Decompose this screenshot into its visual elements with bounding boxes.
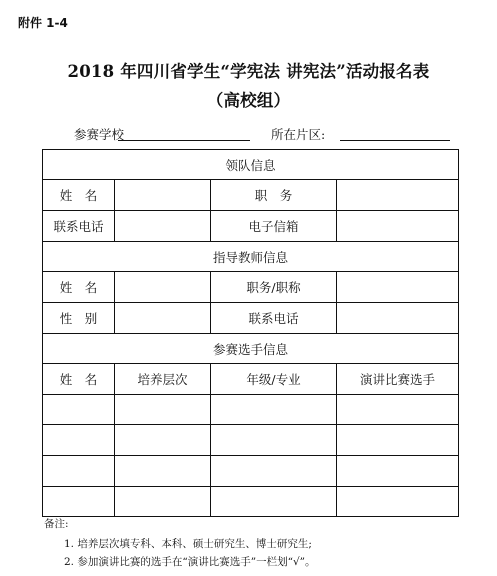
contestant-cell[interactable] [43, 487, 115, 517]
teacher-title-label: 职务/职称 [211, 272, 337, 303]
contestant-cell[interactable] [337, 487, 459, 517]
leader-name-label: 姓 名 [43, 180, 115, 211]
note-item: 1. 培养层次填专科、本科、硕士研究生、博士研究生; [64, 538, 312, 550]
contestant-cell[interactable] [337, 425, 459, 456]
leader-name-field[interactable] [115, 180, 211, 211]
contestant-header-level: 培养层次 [115, 364, 211, 395]
contestant-cell[interactable] [211, 395, 337, 425]
section-header-contestant: 参赛选手信息 [43, 334, 459, 364]
teacher-name-label: 姓 名 [43, 272, 115, 303]
notes-label: 备注: [44, 518, 69, 530]
contestant-cell[interactable] [115, 487, 211, 517]
teacher-phone-field[interactable] [337, 303, 459, 334]
contestant-header-grade-major: 年级/专业 [211, 364, 337, 395]
section-header-leader: 领队信息 [43, 150, 459, 180]
registration-table [42, 149, 459, 517]
teacher-gender-field[interactable] [115, 303, 211, 334]
contestant-cell[interactable] [115, 425, 211, 456]
form-subtitle: （高校组） [206, 91, 291, 110]
contestant-cell[interactable] [115, 395, 211, 425]
contestant-cell[interactable] [337, 395, 459, 425]
teacher-title-field[interactable] [337, 272, 459, 303]
leader-email-label: 电子信箱 [211, 211, 337, 242]
attachment-label: 附件 1-4 [18, 16, 68, 30]
teacher-phone-label: 联系电话 [211, 303, 337, 334]
contestant-cell[interactable] [211, 456, 337, 487]
school-input-line[interactable] [118, 140, 250, 141]
contestant-cell[interactable] [115, 456, 211, 487]
contestant-header-name: 姓 名 [43, 364, 115, 395]
contestant-cell[interactable] [337, 456, 459, 487]
section-header-teacher: 指导教师信息 [43, 242, 459, 272]
leader-email-field[interactable] [337, 211, 459, 242]
leader-phone-label: 联系电话 [43, 211, 115, 242]
contestant-cell[interactable] [43, 425, 115, 456]
form-title: 2018 年四川省学生“学宪法 讲宪法”活动报名表 [67, 62, 430, 81]
teacher-name-field[interactable] [115, 272, 211, 303]
leader-phone-field[interactable] [115, 211, 211, 242]
teacher-gender-label: 性 别 [43, 303, 115, 334]
contestant-header-speech: 演讲比赛选手 [337, 364, 459, 395]
contestant-cell[interactable] [211, 487, 337, 517]
leader-position-field[interactable] [337, 180, 459, 211]
district-label: 所在片区: [271, 127, 326, 142]
district-input-line[interactable] [340, 140, 450, 141]
note-item: 2. 参加演讲比赛的选手在“演讲比赛选手”一栏划“√”。 [64, 556, 316, 568]
contestant-cell[interactable] [43, 395, 115, 425]
school-label: 参赛学校 [74, 127, 125, 142]
contestant-cell[interactable] [211, 425, 337, 456]
contestant-cell[interactable] [43, 456, 115, 487]
leader-position-label: 职 务 [211, 180, 337, 211]
